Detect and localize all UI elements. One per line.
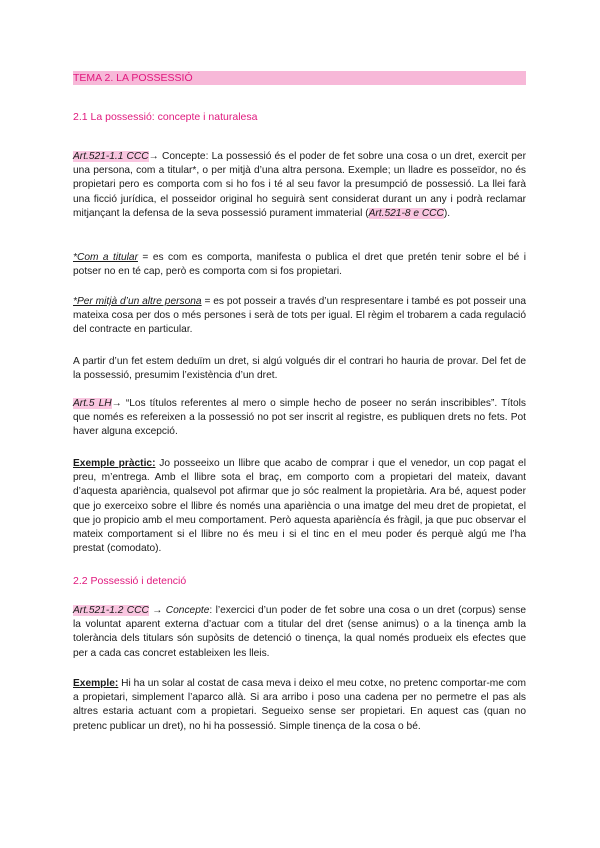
document-title: [73, 71, 526, 85]
paragraph-text: Jo posseeixo un llibre que acabo de comprar i que el venedor, un cop pagat el preu, m’entrega. Amb el llibre sota el braç, em comporto com a propietari del mateix, davant d’aquesta apariència, qualsevol pot afirmar que jo sóc realment la propietària. Ara bé, aquest poder que jo exerceixo sobre el llibre és només una apariència o una imatge del meu dret de propietat, el que jo propicio amb el meu comportament. Però aquesta aparièncía és fràgil, ja que puc observar el mateix comportament si el llibre no és meu i si el tinc en el meu poder és perquè algú me l’ha prestat (comodato).: [73, 458, 526, 555]
paragraph-concept: [73, 150, 526, 221]
section-heading-2-1: 2.1 La possessió: concepte i naturalesa: [73, 111, 258, 123]
paragraph-practical-example: [73, 457, 526, 556]
paragraph-com-a-titular: [73, 251, 526, 279]
article-reference: Art.521-8 e CCC: [368, 207, 444, 219]
paragraph-text: ).: [443, 207, 451, 219]
concept-term: Concepte: [165, 605, 210, 616]
document-title-text: TEMA 2. LA POSSESSIÓ: [73, 72, 193, 84]
paragraph-text: = es com es comporta, manifesta o publica el dret que pretén tenir sobre el bé i potser no en té cap, però es comporta com si fos propietari.: [73, 252, 526, 278]
example-label: Exemple:: [73, 678, 119, 689]
article-reference: Art.5 LH: [73, 398, 112, 409]
article-reference: Art.521-1.1 CCC: [73, 151, 149, 162]
paragraph-detention: [73, 604, 526, 661]
paragraph-text: : l’exercici d’un poder de fet sobre una cosa o un dret (corpus) sense la voluntat aparent externa d’actuar com a titular del dret (sense animus) o a la tinença amb la tolerància dels titulars són supòsits de detenció o tinença, la qual només produeix els efectes que per a cada cas concret estableixen les lleis.: [73, 605, 526, 659]
example-label: Exemple pràctic:: [73, 458, 156, 469]
defined-term: *Com a titular: [73, 252, 138, 263]
paragraph-per-mitja: [73, 295, 526, 338]
paragraph-text: = es pot posseir a través d’un respresentare i també es pot posseir una mateixa cosa per dos o més persones i serà de tots per igual. El règim el trobarem a cada regulació del contracte en particular.: [73, 296, 527, 336]
paragraph-text: Hi ha un solar al costat de casa meva i deixo el meu cotxe, no pretenc comportar-me com a propietari, simplement l’aparco allà. Si ara arribo i poso una cadena per no permetre el pas als altres estaria actuant com a propietari. Segueixo sense ser propietari. En aquest cas (quan no pretenc publicar un dret), no hi ha possessió. Simple tinença de la cosa o bé.: [73, 678, 526, 732]
paragraph-example: [73, 677, 526, 734]
paragraph-text: →: [148, 605, 166, 616]
paragraph-presumption: A partir d’un fet estem deduïm un dret, si algú volgués dir el contrari ho hauria de provar. Del fet de la possessió, presumim l’existència d’un dret.: [73, 356, 526, 382]
article-reference: Art.521-1.2 CCC: [73, 605, 149, 616]
defined-term: *Per mitjà d’un altre persona: [73, 296, 202, 307]
paragraph-art5-lh: [73, 397, 526, 440]
section-heading-2-2: 2.2 Possessió i detenció: [73, 575, 187, 587]
paragraph-text: → “Los títulos referentes al mero o simple hecho de poseer no serán inscribibles”. Títols que només es refereixen a la possessió no pot ser inscrit al registre, es publiquen drets no fets. Pot haver alguna excepció.: [73, 398, 526, 438]
paragraph-text: → Concepte: La possessió és el poder de fet sobre una cosa o un dret, exercit per una persona, com a titular*, o per mitjà d’una altra persona. Exemple; un lladre es posseïdor, no és propietari pero es comporta com si ho fos i té al seu favor la presumpció de possessió. La llei farà una ficció jurídica, el posseidor original ho seguirà sent considerat durant un any i podrà reclamar mitjançant la defensa de la seva possessió purament immaterial (: [73, 151, 526, 219]
